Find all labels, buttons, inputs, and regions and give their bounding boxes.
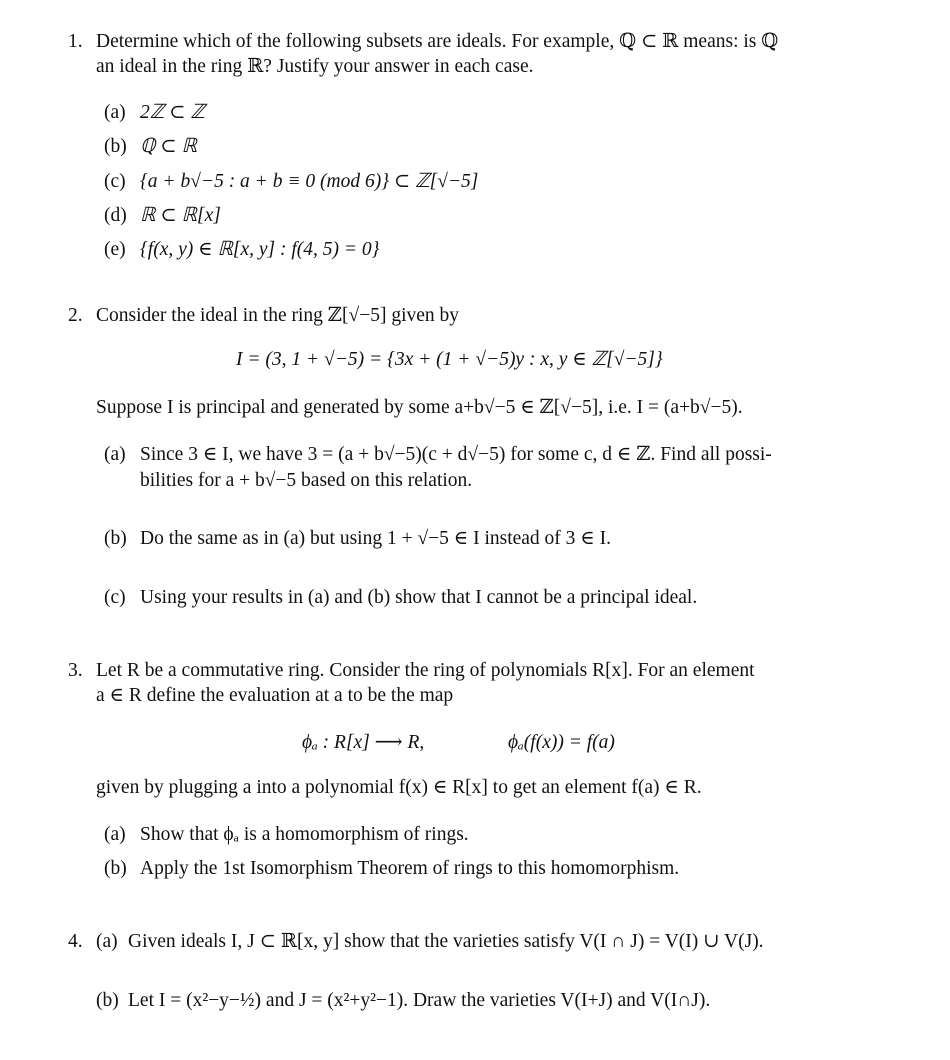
part-label: (b) xyxy=(104,528,127,549)
part-label: (a) xyxy=(96,931,118,952)
part-label: (b) xyxy=(96,990,119,1011)
part-text: Do the same as in (a) but using 1 + √−5 ∈ I instead of 3 ∈ I. xyxy=(140,528,611,549)
part-text: Since 3 ∈ I, we have 3 = (a + b√−5)(c + d√−5) for some c, d ∈ ℤ. Find all possi- xyxy=(140,444,772,465)
part-text: Using your results in (a) and (b) show that I cannot be a principal ideal. xyxy=(140,587,698,608)
problem-1-intro-line-2: an ideal in the ring ℝ? Justify your answer in each case. xyxy=(96,56,534,77)
problem-number: 3. xyxy=(68,660,83,681)
evaluation-map: ϕₐ : R[x] ⟶ R, xyxy=(302,732,425,753)
problem-number: 4. xyxy=(68,931,83,952)
problem-2-suppose: Suppose I is principal and generated by some a+b√−5 ∈ ℤ[√−5], i.e. I = (a+b√−5). xyxy=(96,397,743,418)
part-text: {f(x, y) ∈ ℝ[x, y] : f(4, 5) = 0} xyxy=(140,239,380,260)
part-label: (c) xyxy=(104,587,126,608)
part-label: (c) xyxy=(104,171,126,192)
ideal-definition: I = (3, 1 + √−5) = {3x + (1 + √−5)y : x, y ∈ ℤ[√−5]} xyxy=(236,349,663,370)
part-text: Let I = (x²−y−½) and J = (x²+y²−1). Draw the varieties V(I+J) and V(I∩J). xyxy=(128,990,711,1011)
problem-number: 2. xyxy=(68,305,83,326)
part-text: ℚ ⊂ ℝ xyxy=(140,136,197,157)
part-text: Given ideals I, J ⊂ ℝ[x, y] show that the varieties satisfy V(I ∩ J) = V(I) ∪ V(J). xyxy=(128,931,764,952)
part-text: 2ℤ ⊂ ℤ xyxy=(140,102,205,123)
problem-1-intro-line-1: Determine which of the following subsets are ideals. For example, ℚ ⊂ ℝ means: is ℚ xyxy=(96,31,779,52)
part-text: Apply the 1st Isomorphism Theorem of rings to this homomorphism. xyxy=(140,858,680,879)
part-text-cont: bilities for a + b√−5 based on this relation. xyxy=(140,470,473,491)
part-text: Show that ϕₐ is a homomorphism of rings. xyxy=(140,824,469,845)
problem-number: 1. xyxy=(68,31,83,52)
part-label: (a) xyxy=(104,444,126,465)
problem-3-intro-line-2: a ∈ R define the evaluation at a to be the map xyxy=(96,685,454,706)
evaluation-formula: ϕₐ(f(x)) = f(a) xyxy=(508,732,615,753)
part-text: ℝ ⊂ ℝ[x] xyxy=(140,205,221,226)
problem-2-intro: Consider the ideal in the ring ℤ[√−5] given by xyxy=(96,305,460,326)
problem-3-intro-line-1: Let R be a commutative ring. Consider the ring of polynomials R[x]. For an element xyxy=(96,660,755,681)
part-label: (b) xyxy=(104,858,127,879)
part-label: (d) xyxy=(104,205,127,226)
part-label: (b) xyxy=(104,136,127,157)
part-text: {a + b√−5 : a + b ≡ 0 (mod 6)} ⊂ ℤ[√−5] xyxy=(140,171,479,192)
part-label: (a) xyxy=(104,824,126,845)
problem-3-after: given by plugging a into a polynomial f(x) ∈ R[x] to get an element f(a) ∈ R. xyxy=(96,777,702,798)
part-label: (e) xyxy=(104,239,126,260)
part-label: (a) xyxy=(104,102,126,123)
